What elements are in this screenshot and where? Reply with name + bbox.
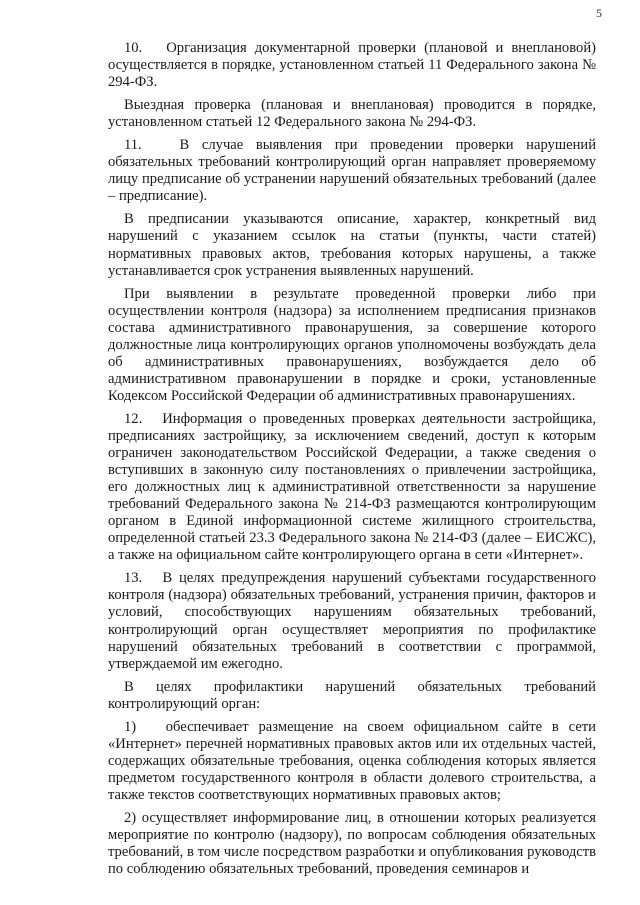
paragraph-13: 13. В целях предупреждения нарушений субъектами государственного контроля (надзора) обязательных требований, устранения причин, факторов и условий, способствующих нарушениям обязательных требований, контролирующий орган осуществляет мероприятия по профилактике нарушений обязательных требований в соответствии с программой, утверждаемой им ежегодно. [108, 570, 596, 672]
page-number: 5 [596, 6, 602, 20]
paragraph-10: 10. Организация документарной проверки (плановой и внеплановой) осуществляется в порядке, установленном статьей 11 Федерального закона № 294-ФЗ. [108, 40, 596, 91]
paragraph-11: 11. В случае выявления при проведении проверки нарушений обязательных требований контролирующий орган направляет проверяемому лицу предписание об устранении нарушений обязательных требований (далее – предписание). [108, 137, 596, 205]
document-body [108, 40, 596, 882]
list-item-2: 2) осуществляет информирование лиц, в отношении которых реализуется мероприятие по контролю (надзору), по вопросам соблюдения обязательных требований, в том числе посредством разработки и опубликования руководств по соблюдению обязательных требований, проведения семинаров и [108, 809, 596, 878]
paragraph-prevention-intro: В целях профилактики нарушений обязательных требований контролирующий орган: [108, 678, 596, 712]
paragraph-administrative-offense: При выявлении в результате проведенной проверки либо при осуществлении контроля (надзора) за исполнением предписания признаков состава административного правонарушения, за совершение которого должностные лица контролирующих органов уполномочены возбуждать дела об административных правонарушениях, возбуждается дело об административном правонарушении в порядке и сроки, установленные Кодексом Российской Федерации об административных правонарушениях. [108, 285, 596, 404]
paragraph-order-contents: В предписании указываются описание, характер, конкретный вид нарушений с указанием ссылок на статьи (пункты, части статей) нормативных правовых актов, требования которых нарушены, а также устанавливается срок устранения выявленных нарушений. [108, 211, 596, 279]
list-item-1: 1) обеспечивает размещение на своем официальном сайте в сети «Интернет» перечней нормативных правовых актов или их отдельных частей, содержащих обязательные требования, оценка соблюдения которых является предметом государственного контроля в области долевого строительства, а также текстов соответствующих нормативных правовых актов; [108, 718, 596, 803]
paragraph-on-site-inspection: Выездная проверка (плановая и внеплановая) проводится в порядке, установленном статьей 12 Федерального закона № 294-ФЗ. [108, 97, 596, 131]
paragraph-12: 12. Информация о проведенных проверках деятельности застройщика, предписаниях застройщику, за исключением сведений, доступ к которым ограничен законодательством Российской Федерации, а также сведения о вступивших в законную силу постановлениях о привлечении застройщика, его должностных лиц к административной ответственности за нарушение требований Федерального закона № 214-ФЗ размещаются контролирующим органом в Единой информационной системе жилищного строительства, определенной статьей 23.3 Федерального закона № 214-ФЗ (далее – ЕИСЖС), а также на официальном сайте контролирующего органа в сети «Интернет». [108, 410, 596, 564]
